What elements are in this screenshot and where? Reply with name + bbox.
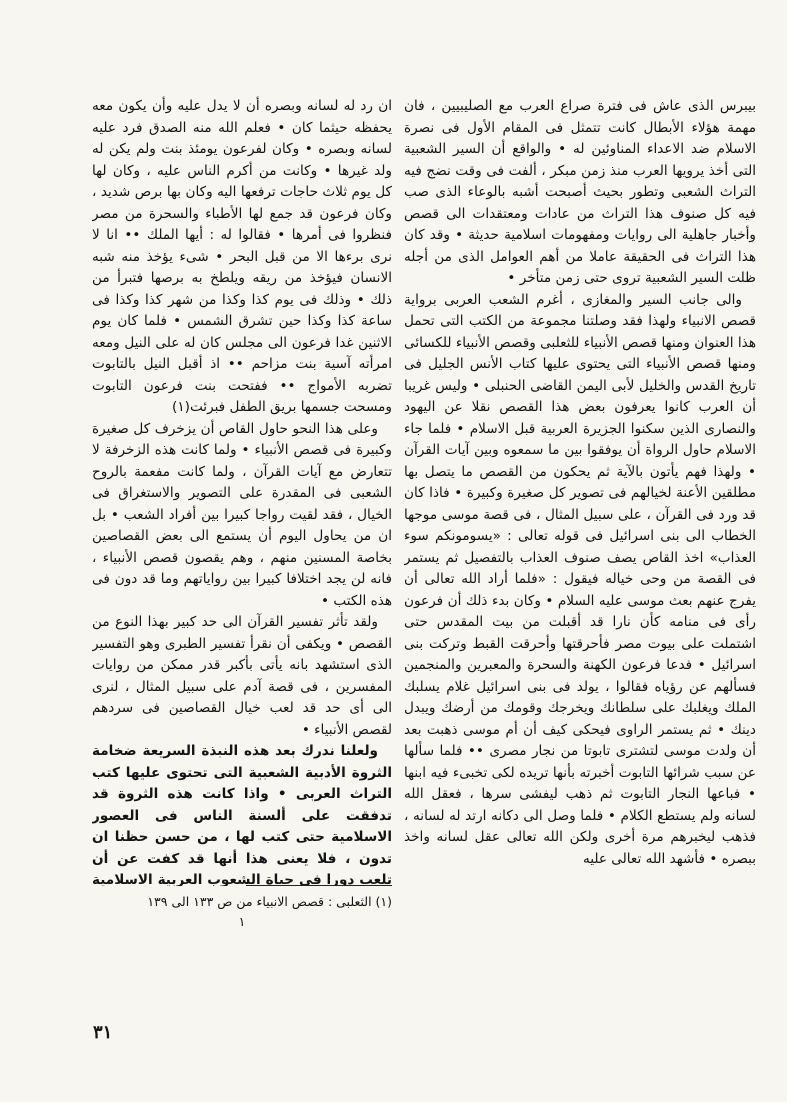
article-paragraph: والى جانب السير والمغازى ، أغرم الشعب العربى برواية قصص الانبياء ولهذا فقد وصلتنا مجموعة من الكتب التى تحمل هذا العنوان ومنها قصص الأنبياء للثعلبى وقصص الأنبياء للكسائى ومنها قصص الأنبياء التى يحتوى عليها كتاب الأنس الجليل فى تاريخ القدس والخليل لأبى اليمن القاضى الحنبلى • وليس غريبا أن العرب كانوا يعرفون بعض هذا القصص نقلا عن اليهود والنصارى الذين سكنوا الجزيرة العربية قبل الاسلام • فلما جاء الاسلام حاول الرواة أن يوفقوا بين ما سمعوه وبين آيات القرآن • ولهذا فهم يأتون بالآية ثم يحكون من القصص ما يتصل بها مطلقين الأعنة لخيالهم فى تصوير كل صغيرة وكبيرة • فاذا كان قد ورد فى القرآن ، على سبيل المثال ، فى قصة موسى موجها الخطاب الى بنى اسرائيل فى قوله تعالى : «يسومونكم سوء العذاب» اخذ القاص يصف صنوف العذاب بالتفصيل ثم يستمر فى القصة من وحى خياله فيقول : «فلما أراد الله تعالى أن يفرج عنهم بعث موسى عليه السلام • وكان بدء ذلك أن فرعون رأى فى منامه كأن نارا قد أقبلت من بيت المقدس حتى اشتملت على بيوت مصر فأحرقتها وأحرقت القبط وتركت بنى اسرائيل • فدعا فرعون الكهنة والسحرة والمعبرين والمنجمين فسألهم عن رؤياه فقالوا ، يولد فى بنى اسرائيل غلام يسلبك الملك ويغلبك على سلطانك ويخرجك وقومك من أرضك ويبدل دينك • ثم يستمر الراوى فيحكى كيف أن أم موسى ذهبت بعد أن ولدت موسى لتشترى تابوتا من نجار مصرى •• فلما سألها عن سبب شرائها التابوت أخبرته بأنها تريده لكى تخبىء فيه ابنها • فباعها النجار التابوت ثم ذهب ليفشى سرها ، فعقل الله لسانه ولم يستطع الكلام • فلما وصل الى دكانه ارتد له لسانه ، فذهب ليخبرهم مرة أخرى ولكن الله تعالى عقل لسانه واخذ ببصره • فأشهد الله تعالى عليه [404,291,756,867]
footnote [92,892,392,932]
article-paragraph: ان رد له لسانه وبصره أن لا يدل عليه وأن يكون معه يحفظه حيثما كان • فعلم الله منه الصدق فرد عليه لسانه وبصره • وكان لفرعون يومئذ بنت ولم يكن له ولد غيرها • وكانت من أكرم الناس عليه ، وكان لها كل يوم ثلاث حاجات ترفعها اليه وكان بها برص شديد ، وكان فرعون قد جمع لها الأطباء والسحرة من مصر فنظروا فى أمرها • فقالوا له : أيها الملك •• انا لا نرى برءها الا من قبل البحر • شىء يؤخذ منه شبه الانسان فيؤخذ من ريقه ويلطخ به برصها فتبرأ من ذلك • وذلك فى يوم كذا وكذا من شهر كذا وكذا فى ساعة كذا وكذا حين تشرق الشمس • فلما كان يوم الاثنين غدا فرعون الى مجلس كان له على النيل ومعه امرأته آسية بنت مزاحم •• اذ أقبل النيل بالتابوت تضربه الأمواج •• ففتحت بنت فرعون التابوت ومسحت جسمها بريق الطفل فبرئت(١) [92,98,392,415]
conclusion-paragraph: ولعلنا ندرك بعد هذه النبذة السريعة ضخامة الثروة الأدبية الشعبية التى تحتوى عليها كتب التراث العربى • واذا كانت هذه الثروة قد تدفقت على ألسنة الناس فى العصور الاسلامية حتى كتب لها ، من حسن حظنا ان تدون ، فلا يعنى هذا أنها قد كفت عن أن تلعب دورا فى حياة الشعوب العربية الاسلامية [92,743,392,886]
article-paragraph: ولقد تأثر تفسير القرآن الى حد كبير بهذا النوع من القصص • ويكفى أن نقرأ تفسير الطبرى وهو التفسير الذى استشهد بانه يأتى بأكبر قدر ممكن من روايات المفسرين ، فى قصة آدم على سبيل المثال ، لنرى الى أى حد قد لعب خيال القصاصين فى سردهم لقصص الأنبياء • [92,614,392,738]
article-paragraph: بيبرس الذى عاش فى فترة صراع العرب مع الصليبيين ، فان مهمة هؤلاء الأبطال كانت تتمثل فى المقام الأول فى نصرة الاسلام ضد الاعداء المناوئين له • والواقع أن السير الشعبية التى أخذ يرويها العرب منذ زمن مبكر ، ألفت فى وقت نضج فيه التراث الشعبى وتطور بحيث أصبحت أشبه بالوعاء الذى صب فيه كل صنوف هذا التراث من عادات ومعتقدات الى قصص وأخبار جاهلية الى روايات ومفهومات اسلامية حديثة • وقد كان هذا التراث فى الحقيقة عاملا من أهم العوامل الذى من أجله ظلت السير الشعبية تروى حتى زمن متأخر • [404,98,756,286]
page-number: ٣١ [93,1022,113,1043]
article-column-right [404,96,756,1026]
footnote-divider [246,885,392,886]
article-column-left [92,96,392,886]
footnote-sub: ١ [238,914,246,929]
article-paragraph: وعلى هذا النحو حاول القاص أن يزخرف كل صغيرة وكبيرة فى قصص الأنبياء • ولما كانت هذه الزخرفة لا تتعارض مع آيات القرآن ، ولما كانت مفعمة بالروح الشعبى فى المقدرة على التصوير والاستغراق فى الخيال ، فقد لقيت رواجا كبيرا بين أفراد الشعب • بل ان من يحاول اليوم أن يستمع الى بعض القصاصين بخاصة المسنين منهم ، وهم يقصون قصص الأنبياء ، فانه لن يجد اختلافا كبيرا بين رواياتهم وما قد دون فى هذه الكتب • [92,420,392,609]
footnote-text: (١) الثعلبى : قصص الانبياء من ص ١٣٣ الى ١٣٩ [147,894,392,909]
